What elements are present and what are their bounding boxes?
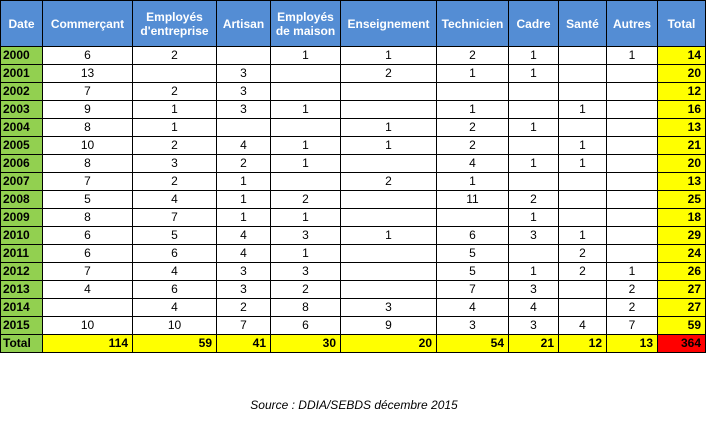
table-cell: 1 — [437, 173, 509, 191]
header-row — [1, 1, 706, 47]
table-cell: 5 — [133, 227, 217, 245]
table-cell: 4 — [217, 227, 271, 245]
table-cell: 1 — [217, 173, 271, 191]
grand-total: 364 — [658, 335, 706, 353]
table-row — [1, 281, 706, 299]
table-cell: 1 — [217, 191, 271, 209]
table-cell — [437, 209, 509, 227]
table-cell — [133, 65, 217, 83]
header-cadre: Cadre — [509, 1, 559, 47]
row-date: 2009 — [1, 209, 43, 227]
table-cell: 3 — [217, 263, 271, 281]
table-cell — [437, 83, 509, 101]
table-cell — [341, 281, 437, 299]
table-cell — [217, 47, 271, 65]
table-cell: 11 — [437, 191, 509, 209]
table-cell: 6 — [271, 317, 341, 335]
table-cell: 1 — [341, 137, 437, 155]
table-cell: 2 — [509, 191, 559, 209]
source-note: Source : DDIA/SEBDS décembre 2015 — [250, 398, 458, 412]
row-date: 2002 — [1, 83, 43, 101]
row-date: 2001 — [1, 65, 43, 83]
header-commercant: Commerçant — [43, 1, 133, 47]
table-cell: 6 — [43, 47, 133, 65]
table-cell: 3 — [271, 227, 341, 245]
row-total: 20 — [658, 155, 706, 173]
table-row — [1, 263, 706, 281]
table-cell: 2 — [133, 173, 217, 191]
table-row — [1, 119, 706, 137]
table-cell: 13 — [43, 65, 133, 83]
header-autres: Autres — [607, 1, 658, 47]
table-cell — [559, 281, 607, 299]
row-total: 59 — [658, 317, 706, 335]
row-date: 2010 — [1, 227, 43, 245]
row-total: 24 — [658, 245, 706, 263]
table-cell: 3 — [217, 281, 271, 299]
row-total: 14 — [658, 47, 706, 65]
table-cell: 6 — [43, 245, 133, 263]
row-total: 12 — [658, 83, 706, 101]
row-total: 21 — [658, 137, 706, 155]
table-cell — [341, 209, 437, 227]
table-cell — [559, 65, 607, 83]
table-cell: 2 — [133, 83, 217, 101]
table-cell — [341, 191, 437, 209]
row-total: 20 — [658, 65, 706, 83]
table-cell: 1 — [341, 227, 437, 245]
table-cell: 6 — [43, 227, 133, 245]
table-cell: 9 — [43, 101, 133, 119]
table-cell — [509, 245, 559, 263]
table-cell: 2 — [607, 299, 658, 317]
total-label: Total — [1, 335, 43, 353]
table-cell — [217, 119, 271, 137]
row-total: 16 — [658, 101, 706, 119]
total-row — [1, 335, 706, 353]
table-cell: 2 — [437, 47, 509, 65]
table-cell: 3 — [509, 281, 559, 299]
row-total: 13 — [658, 173, 706, 191]
table-cell — [341, 101, 437, 119]
table-cell — [271, 83, 341, 101]
table-row — [1, 191, 706, 209]
table-cell: 1 — [271, 137, 341, 155]
header-employes-entreprise: Employés d'entreprise — [133, 1, 217, 47]
table-cell: 1 — [341, 47, 437, 65]
table-cell: 1 — [509, 263, 559, 281]
table-cell: 8 — [271, 299, 341, 317]
table-cell — [559, 191, 607, 209]
row-date: 2007 — [1, 173, 43, 191]
table-cell: 3 — [133, 155, 217, 173]
row-total: 27 — [658, 299, 706, 317]
table-cell: 4 — [133, 263, 217, 281]
row-date: 2012 — [1, 263, 43, 281]
table-cell: 4 — [509, 299, 559, 317]
table-cell: 1 — [271, 245, 341, 263]
table-cell: 10 — [43, 317, 133, 335]
table-cell: 1 — [559, 137, 607, 155]
table-cell: 7 — [43, 263, 133, 281]
row-date: 2008 — [1, 191, 43, 209]
table-cell — [271, 65, 341, 83]
table-row — [1, 245, 706, 263]
table-cell — [607, 119, 658, 137]
row-date: 2000 — [1, 47, 43, 65]
table-cell: 6 — [133, 245, 217, 263]
table-row — [1, 137, 706, 155]
table-cell: 3 — [217, 101, 271, 119]
column-total: 59 — [133, 335, 217, 353]
table-cell: 2 — [341, 173, 437, 191]
table-cell: 1 — [559, 227, 607, 245]
table-cell: 4 — [559, 317, 607, 335]
table-row — [1, 209, 706, 227]
table-cell: 8 — [43, 155, 133, 173]
row-date: 2011 — [1, 245, 43, 263]
table-cell — [607, 209, 658, 227]
table-cell: 1 — [271, 155, 341, 173]
table-cell: 10 — [133, 317, 217, 335]
table-cell — [341, 245, 437, 263]
table-cell: 1 — [559, 155, 607, 173]
header-artisan: Artisan — [217, 1, 271, 47]
table-cell: 4 — [217, 245, 271, 263]
table-cell — [559, 173, 607, 191]
table-cell: 4 — [133, 191, 217, 209]
table-row — [1, 47, 706, 65]
table-cell — [607, 137, 658, 155]
table-cell: 7 — [217, 317, 271, 335]
table-cell: 9 — [341, 317, 437, 335]
table-cell: 5 — [437, 245, 509, 263]
table-cell: 1 — [509, 155, 559, 173]
table-cell: 1 — [509, 65, 559, 83]
row-date: 2015 — [1, 317, 43, 335]
table-cell — [607, 173, 658, 191]
table-cell: 1 — [271, 101, 341, 119]
table-cell: 7 — [43, 83, 133, 101]
table-cell — [607, 65, 658, 83]
table-cell — [559, 83, 607, 101]
table-cell: 1 — [437, 101, 509, 119]
column-total: 12 — [559, 335, 607, 353]
header-total: Total — [658, 1, 706, 47]
table-cell: 3 — [437, 317, 509, 335]
row-date: 2006 — [1, 155, 43, 173]
table-cell: 5 — [437, 263, 509, 281]
table-row — [1, 227, 706, 245]
table-cell — [509, 83, 559, 101]
column-total: 30 — [271, 335, 341, 353]
table-cell — [509, 173, 559, 191]
table-cell: 1 — [559, 101, 607, 119]
row-date: 2005 — [1, 137, 43, 155]
header-enseignement: Enseignement — [341, 1, 437, 47]
column-total: 41 — [217, 335, 271, 353]
row-date: 2004 — [1, 119, 43, 137]
table-cell: 2 — [341, 65, 437, 83]
column-total: 54 — [437, 335, 509, 353]
table-cell — [607, 155, 658, 173]
table-cell — [559, 209, 607, 227]
table-cell: 1 — [271, 47, 341, 65]
table-cell — [341, 263, 437, 281]
table-cell — [271, 119, 341, 137]
table-cell — [607, 83, 658, 101]
header-technicien: Technicien — [437, 1, 509, 47]
table-cell: 2 — [437, 119, 509, 137]
table-cell: 2 — [559, 263, 607, 281]
table-cell: 2 — [217, 299, 271, 317]
table-row — [1, 299, 706, 317]
table-cell: 7 — [607, 317, 658, 335]
column-total: 21 — [509, 335, 559, 353]
table-cell: 1 — [217, 209, 271, 227]
table-cell: 3 — [217, 83, 271, 101]
table-cell: 6 — [133, 281, 217, 299]
row-total: 18 — [658, 209, 706, 227]
table-cell: 7 — [43, 173, 133, 191]
table-cell: 2 — [437, 137, 509, 155]
table-cell: 4 — [437, 155, 509, 173]
table-row — [1, 101, 706, 119]
table-cell: 1 — [509, 47, 559, 65]
table-cell: 7 — [133, 209, 217, 227]
table-cell — [559, 299, 607, 317]
table-cell: 8 — [43, 119, 133, 137]
table-cell — [509, 137, 559, 155]
table-cell: 7 — [437, 281, 509, 299]
row-total: 25 — [658, 191, 706, 209]
table-cell: 5 — [43, 191, 133, 209]
table-cell: 3 — [271, 263, 341, 281]
table-cell: 3 — [217, 65, 271, 83]
table-cell: 4 — [437, 299, 509, 317]
table-cell: 1 — [607, 263, 658, 281]
table-cell: 1 — [509, 209, 559, 227]
table-cell: 1 — [133, 101, 217, 119]
row-date: 2014 — [1, 299, 43, 317]
table-cell — [341, 155, 437, 173]
table-cell: 4 — [133, 299, 217, 317]
table-body — [1, 47, 706, 353]
table-cell — [607, 245, 658, 263]
table-cell: 2 — [271, 281, 341, 299]
table-row — [1, 65, 706, 83]
table-row — [1, 83, 706, 101]
table-cell: 10 — [43, 137, 133, 155]
column-total: 114 — [43, 335, 133, 353]
row-date: 2013 — [1, 281, 43, 299]
table-cell: 3 — [509, 227, 559, 245]
table-cell: 4 — [217, 137, 271, 155]
table-cell: 1 — [437, 65, 509, 83]
table-cell: 3 — [341, 299, 437, 317]
table-cell — [607, 101, 658, 119]
column-total: 20 — [341, 335, 437, 353]
table-cell — [271, 173, 341, 191]
table-cell: 1 — [271, 209, 341, 227]
table-cell — [607, 191, 658, 209]
header-date: Date — [1, 1, 43, 47]
table-cell — [607, 227, 658, 245]
table-cell: 8 — [43, 209, 133, 227]
table-cell: 1 — [133, 119, 217, 137]
table-cell: 2 — [217, 155, 271, 173]
header-sante: Santé — [559, 1, 607, 47]
column-total: 13 — [607, 335, 658, 353]
table-cell: 2 — [133, 137, 217, 155]
table-cell: 1 — [607, 47, 658, 65]
table-cell: 1 — [341, 119, 437, 137]
table-row — [1, 317, 706, 335]
row-total: 27 — [658, 281, 706, 299]
row-total: 13 — [658, 119, 706, 137]
table-row — [1, 155, 706, 173]
table-cell: 6 — [437, 227, 509, 245]
table-cell: 3 — [509, 317, 559, 335]
row-total: 26 — [658, 263, 706, 281]
table-cell: 2 — [271, 191, 341, 209]
table-cell: 2 — [133, 47, 217, 65]
table-row — [1, 173, 706, 191]
row-date: 2003 — [1, 101, 43, 119]
table-cell: 2 — [607, 281, 658, 299]
table-cell: 1 — [509, 119, 559, 137]
table-cell — [559, 119, 607, 137]
table-cell: 2 — [559, 245, 607, 263]
row-total: 29 — [658, 227, 706, 245]
table-cell — [43, 299, 133, 317]
table-cell: 4 — [43, 281, 133, 299]
table-cell — [341, 83, 437, 101]
table-cell — [509, 101, 559, 119]
header-employes-maison: Employés de maison — [271, 1, 341, 47]
table-cell — [559, 47, 607, 65]
